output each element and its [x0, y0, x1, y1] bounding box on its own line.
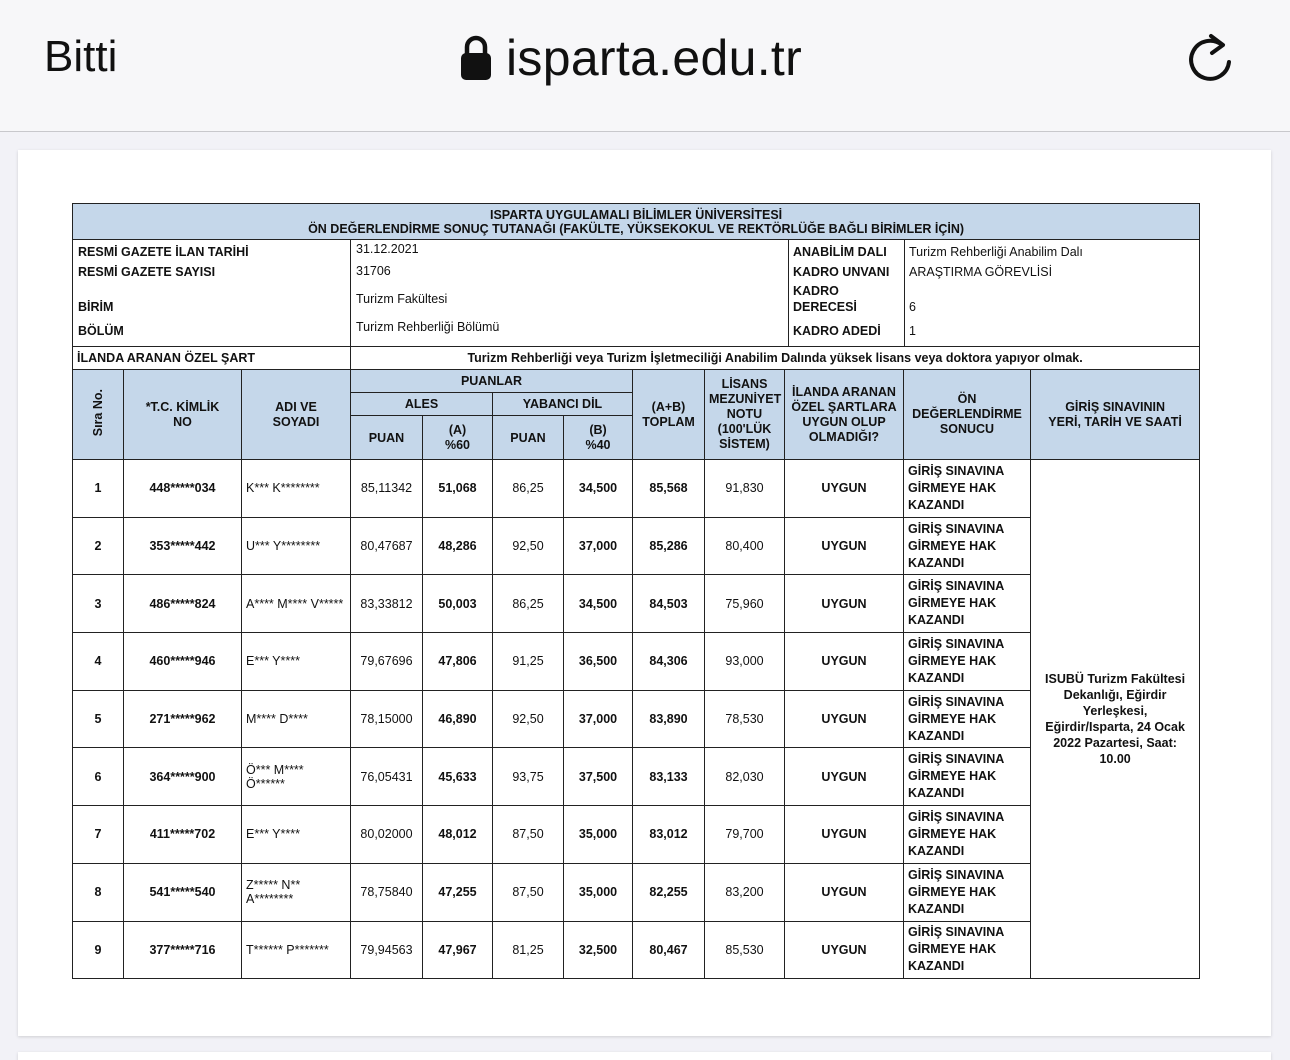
col-dil-puan: PUAN [493, 416, 564, 460]
sonuc-line: GİRMEYE HAK [908, 711, 997, 726]
cell-ad: U*** Y******** [242, 517, 351, 575]
sonuc-line: GİRİŞ SINAVINA [908, 579, 1005, 594]
col-ales: ALES [351, 393, 493, 416]
cell-uygun: UYGUN [785, 806, 904, 864]
cell-b: 34,500 [564, 575, 633, 633]
col-tc [124, 370, 242, 460]
sonuc-line: GİRİŞ SINAVINA [908, 463, 1005, 478]
cell-a: 47,806 [423, 633, 493, 691]
cell-toplam: 85,286 [633, 517, 705, 575]
header-text: LİSANS [721, 377, 768, 391]
cell-sonuc [904, 633, 1031, 691]
header-text: (A+B) [651, 399, 686, 414]
derece-label: DERECESİ [793, 300, 857, 314]
cell-toplam: 83,133 [633, 748, 705, 806]
browser-nav-bar [0, 0, 1290, 132]
document-title [73, 204, 1200, 240]
url-text: isparta.edu.tr [506, 30, 803, 86]
cell-dil-puan: 86,25 [493, 460, 564, 518]
cell-toplam: 82,255 [633, 863, 705, 921]
cell-dil-puan: 86,25 [493, 575, 564, 633]
header-text: ADI VE [275, 399, 317, 414]
cell-b: 35,000 [564, 863, 633, 921]
sonuc-line: GİRİŞ SINAVINA [908, 521, 1005, 536]
col-ales-puan: PUAN [351, 416, 423, 460]
cell-a: 47,967 [423, 921, 493, 979]
cell-lisans: 80,400 [705, 517, 785, 575]
header-text: SİSTEM) [719, 437, 770, 451]
sira-label: Sıra No. [91, 389, 105, 437]
cell-no: 9 [73, 921, 124, 979]
cell-tc: 353*****442 [124, 517, 242, 575]
cell-a: 48,012 [423, 806, 493, 864]
col-lisans [705, 370, 785, 460]
lock-icon [460, 35, 492, 81]
cell-no: 8 [73, 863, 124, 921]
sonuc-line: GİRMEYE HAK [908, 769, 997, 784]
cell-lisans: 79,700 [705, 806, 785, 864]
table-row [73, 460, 1200, 518]
results-table [72, 203, 1200, 979]
anabilim-value: Turizm Rehberliği Anabilim Dalı [909, 245, 1083, 259]
cell-b: 32,500 [564, 921, 633, 979]
cell-dil-puan: 93,75 [493, 748, 564, 806]
header-text: GİRİŞ SINAVININ [1065, 399, 1165, 414]
cell-a: 48,286 [423, 517, 493, 575]
cell-sonuc [904, 748, 1031, 806]
cell-ad: Z***** N** A******** [242, 863, 351, 921]
title-line: ISPARTA UYGULAMALI BİLİMLER ÜNİVERSİTESİ [490, 207, 783, 222]
cell-ales-puan: 78,75840 [351, 863, 423, 921]
derece-value: 6 [909, 300, 916, 314]
cell-toplam: 84,503 [633, 575, 705, 633]
next-document-page [18, 1052, 1271, 1060]
ozel-sart-label: İLANDA ARANAN ÖZEL ŞART [73, 347, 351, 370]
sonuc-line: GİRMEYE HAK [908, 480, 997, 495]
sonuc-line: GİRİŞ SINAVINA [908, 809, 1005, 824]
header-text: OLMADIĞI? [808, 429, 880, 444]
cell-dil-puan: 91,25 [493, 633, 564, 691]
header-text: UYGUN OLUP [802, 414, 886, 429]
col-toplam [633, 370, 705, 460]
cell-no: 5 [73, 690, 124, 748]
sonuc-line: KAZANDI [908, 670, 965, 685]
cell-ales-puan: 80,47687 [351, 517, 423, 575]
col-puanlar: PUANLAR [351, 370, 633, 393]
cell-sonuc [904, 460, 1031, 518]
bolum-value: Turizm Rehberliği Bölümü [356, 320, 500, 334]
header-text: (100'LÜK [717, 422, 772, 436]
sonuc-line: GİRMEYE HAK [908, 538, 997, 553]
header-text: ÖZEL ŞARTLARA [791, 399, 897, 414]
cell-dil-puan: 87,50 [493, 806, 564, 864]
sonuc-line: GİRMEYE HAK [908, 826, 997, 841]
adet-label: KADRO ADEDİ [793, 324, 881, 338]
cell-tc: 411*****702 [124, 806, 242, 864]
header-text: (A) [448, 422, 467, 437]
cell-tc: 377*****716 [124, 921, 242, 979]
address-bar[interactable] [460, 28, 802, 88]
cell-no: 4 [73, 633, 124, 691]
cell-ales-puan: 78,15000 [351, 690, 423, 748]
cell-tc: 364*****900 [124, 748, 242, 806]
cell-ales-puan: 85,11342 [351, 460, 423, 518]
cell-b: 37,000 [564, 517, 633, 575]
cell-tc: 486*****824 [124, 575, 242, 633]
done-button[interactable]: Bitti [44, 32, 118, 81]
cell-b: 37,000 [564, 690, 633, 748]
cell-sonuc [904, 921, 1031, 979]
cell-no: 3 [73, 575, 124, 633]
adet-value: 1 [909, 324, 916, 338]
cell-ales-puan: 80,02000 [351, 806, 423, 864]
sonuc-line: KAZANDI [908, 497, 965, 512]
unvan-label: KADRO UNVANI [793, 265, 890, 279]
cell-toplam: 84,306 [633, 633, 705, 691]
cell-lisans: 82,030 [705, 748, 785, 806]
header-text: %60 [444, 437, 471, 452]
cell-tc: 448*****034 [124, 460, 242, 518]
cell-lisans: 78,530 [705, 690, 785, 748]
cell-ad: E*** Y**** [242, 633, 351, 691]
cell-sonuc [904, 575, 1031, 633]
bolum-label: BÖLÜM [78, 324, 124, 338]
header-text: İLANDA ARANAN [792, 384, 896, 399]
sonuc-line: KAZANDI [908, 843, 965, 858]
cell-sonuc [904, 517, 1031, 575]
header-text: YERİ, TARİH VE SAATİ [1048, 414, 1182, 429]
cell-uygun: UYGUN [785, 863, 904, 921]
col-dil-b [564, 416, 633, 460]
cell-a: 50,003 [423, 575, 493, 633]
cell-b: 37,500 [564, 748, 633, 806]
cell-tc: 541*****540 [124, 863, 242, 921]
derece-label: KADRO [793, 284, 839, 298]
sayisi-label: RESMİ GAZETE SAYISI [78, 265, 216, 279]
sayisi-value: 31706 [356, 264, 391, 278]
header-text: NOTU [726, 407, 763, 421]
col-ozel-sart [785, 370, 904, 460]
col-ad [242, 370, 351, 460]
cell-a: 47,255 [423, 863, 493, 921]
sonuc-line: KAZANDI [908, 555, 965, 570]
cell-sonuc [904, 863, 1031, 921]
cell-uygun: UYGUN [785, 748, 904, 806]
cell-b: 34,500 [564, 460, 633, 518]
cell-ad: A**** M**** V***** [242, 575, 351, 633]
header-text: (B) [589, 422, 607, 437]
col-yabanci-dil: YABANCI DİL [493, 393, 633, 416]
anabilim-label: ANABİLİM DALI [793, 245, 887, 259]
sonuc-line: GİRMEYE HAK [908, 596, 997, 611]
sonuc-line: KAZANDI [908, 901, 965, 916]
cell-ales-puan: 79,94563 [351, 921, 423, 979]
cell-ad: T****** P******* [242, 921, 351, 979]
sonuc-line: GİRİŞ SINAVINA [908, 694, 1005, 709]
cell-dil-puan: 92,50 [493, 690, 564, 748]
cell-b: 36,500 [564, 633, 633, 691]
cell-uygun: UYGUN [785, 633, 904, 691]
cell-no: 2 [73, 517, 124, 575]
sonuc-line: GİRİŞ SINAVINA [908, 925, 1005, 940]
cell-sinav-yeri [1031, 460, 1200, 979]
cell-no: 6 [73, 748, 124, 806]
cell-lisans: 83,200 [705, 863, 785, 921]
cell-sonuc [904, 690, 1031, 748]
sonuc-line: KAZANDI [908, 959, 965, 974]
cell-a: 45,633 [423, 748, 493, 806]
cell-ad: M**** D**** [242, 690, 351, 748]
cell-dil-puan: 81,25 [493, 921, 564, 979]
header-text: TOPLAM [642, 414, 695, 429]
sinav-yeri-text: ISUBÜ Turizm Fakültesi Dekanlığı, Eğirdir Yerleşkesi, Eğirdir/Isparta, 24 Ocak 2022 Pazartesi, Saat: 10.00 [1045, 672, 1186, 767]
col-on-degerlendirme [904, 370, 1031, 460]
cell-ad: E*** Y**** [242, 806, 351, 864]
sonuc-line: GİRİŞ SINAVINA [908, 867, 1005, 882]
ilan-tarihi-value: 31.12.2021 [356, 242, 419, 256]
cell-uygun: UYGUN [785, 575, 904, 633]
title-line: ÖN DEĞERLENDİRME SONUÇ TUTANAĞI (FAKÜLTE, YÜKSEKOKUL VE REKTÖRLÜĞE BAĞLI BİRİMLER İÇİN) [308, 221, 965, 236]
cell-lisans: 91,830 [705, 460, 785, 518]
cell-lisans: 85,530 [705, 921, 785, 979]
cell-ales-puan: 83,33812 [351, 575, 423, 633]
col-ales-a [423, 416, 493, 460]
cell-dil-puan: 92,50 [493, 517, 564, 575]
sonuc-line: GİRMEYE HAK [908, 884, 997, 899]
birim-value: Turizm Fakültesi [356, 292, 448, 306]
cell-no: 7 [73, 806, 124, 864]
ilan-tarihi-label: RESMİ GAZETE İLAN TARİHİ [78, 245, 249, 259]
cell-a: 51,068 [423, 460, 493, 518]
cell-uygun: UYGUN [785, 460, 904, 518]
cell-lisans: 75,960 [705, 575, 785, 633]
cell-uygun: UYGUN [785, 517, 904, 575]
header-text: DEĞERLENDİRME [912, 407, 1022, 421]
cell-toplam: 80,467 [633, 921, 705, 979]
sonuc-line: GİRMEYE HAK [908, 653, 997, 668]
cell-ad: Ö*** M**** Ö****** [242, 748, 351, 806]
cell-ales-puan: 76,05431 [351, 748, 423, 806]
cell-a: 46,890 [423, 690, 493, 748]
header-text: SOYADI [272, 414, 320, 429]
cell-uygun: UYGUN [785, 921, 904, 979]
cell-ales-puan: 79,67696 [351, 633, 423, 691]
header-text: %40 [585, 437, 611, 452]
header-text: ÖN [957, 392, 977, 406]
ozel-sart-value: Turizm Rehberliği veya Turizm İşletmeciliği Anabilim Dalında yüksek lisans veya doktora yapıyor olmak. [351, 347, 1200, 370]
header-text: NO [173, 414, 192, 429]
col-giris-sinavi [1031, 370, 1200, 460]
cell-dil-puan: 87,50 [493, 863, 564, 921]
birim-label: BİRİM [78, 300, 114, 314]
cell-uygun: UYGUN [785, 690, 904, 748]
cell-ad: K*** K******** [242, 460, 351, 518]
sonuc-line: KAZANDI [908, 613, 965, 628]
cell-toplam: 85,568 [633, 460, 705, 518]
header-text: *T.C. KİMLİK [145, 399, 220, 414]
unvan-value: ARAŞTIRMA GÖREVLİSİ [909, 265, 1053, 279]
header-text: SONUCU [939, 422, 995, 436]
cell-sonuc [904, 806, 1031, 864]
cell-toplam: 83,012 [633, 806, 705, 864]
reload-icon[interactable] [1184, 32, 1236, 84]
sonuc-line: KAZANDI [908, 786, 965, 801]
sonuc-line: GİRİŞ SINAVINA [908, 752, 1005, 767]
col-sira [73, 370, 124, 460]
cell-lisans: 93,000 [705, 633, 785, 691]
cell-no: 1 [73, 460, 124, 518]
header-text: MEZUNİYET [709, 392, 782, 406]
sonuc-line: GİRMEYE HAK [908, 942, 997, 957]
sonuc-line: KAZANDI [908, 728, 965, 743]
cell-tc: 271*****962 [124, 690, 242, 748]
sonuc-line: GİRİŞ SINAVINA [908, 636, 1005, 651]
cell-toplam: 83,890 [633, 690, 705, 748]
cell-b: 35,000 [564, 806, 633, 864]
cell-tc: 460*****946 [124, 633, 242, 691]
info-block [73, 240, 1200, 347]
